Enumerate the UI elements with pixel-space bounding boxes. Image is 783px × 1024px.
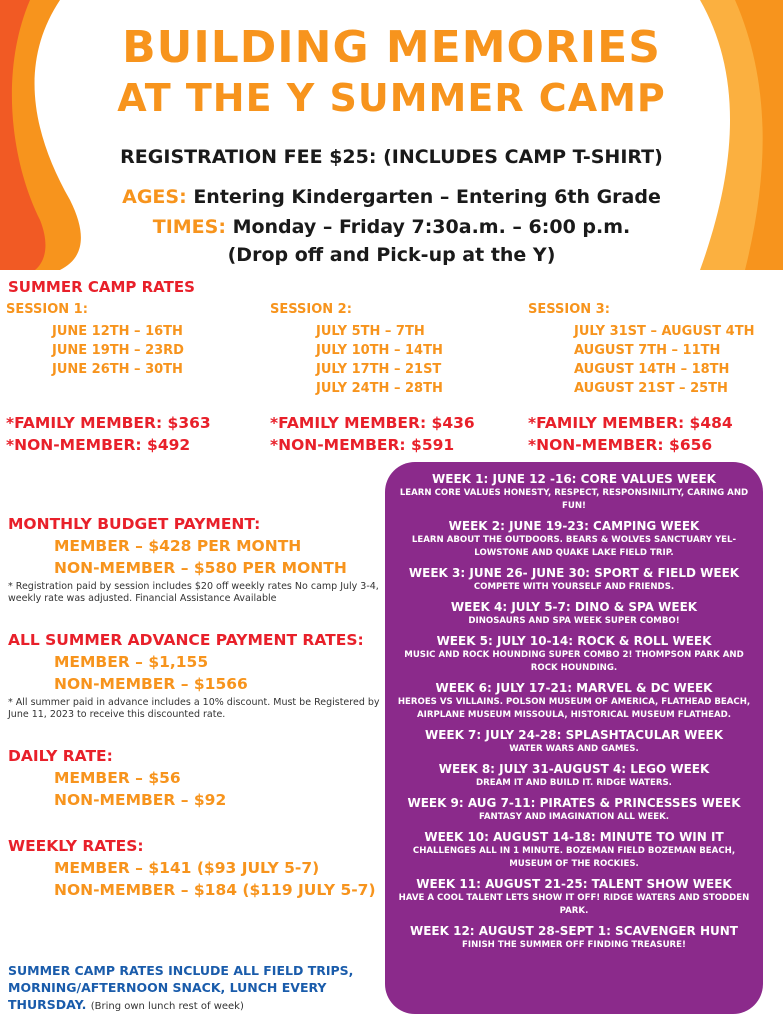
session-2 <box>270 302 443 398</box>
section-heading: DAILY RATE: <box>8 747 113 765</box>
week-title: WEEK 7: JULY 24-28: SPLASHTACULAR WEEK <box>424 728 724 742</box>
times-line <box>0 216 783 238</box>
session-date: JULY 24TH – 28TH <box>316 381 443 396</box>
footnote: * All summer paid in advance includes a 10% discount. Must be Registered by June 11, 2023 to receive this discounted rate. <box>8 697 380 720</box>
member-rate: MEMBER – $1,155 <box>54 653 209 671</box>
week-item <box>393 472 755 513</box>
week-item <box>393 762 755 790</box>
non-member-rate: NON-MEMBER – $1566 <box>54 675 248 693</box>
session-3 <box>528 302 754 398</box>
footer-small-note: (Bring own lunch rest of week) <box>90 1001 244 1012</box>
session-date: JUNE 12TH – 16TH <box>52 324 183 339</box>
week-item <box>393 519 755 560</box>
footnote: * Registration paid by session includes $20 off weekly rates No camp July 3-4, weekly rate was adjusted. Financial Assistance Available <box>8 581 379 604</box>
week-item <box>393 728 755 756</box>
session-dates <box>528 322 754 398</box>
week-title: WEEK 9: AUG 7-11: PIRATES & PRINCESSES WEEK <box>407 796 741 810</box>
section-heading: ALL SUMMER ADVANCE PAYMENT RATES: <box>8 631 364 649</box>
week-desc: MUSIC AND ROCK HOUNDING SUPER COMBO 2! THOMPSON PARK AND ROCK HOUNDING. <box>404 650 744 673</box>
member-rate: MEMBER – $428 PER MONTH <box>54 537 302 555</box>
session-date: AUGUST 7TH – 11TH <box>574 343 721 358</box>
session-title: SESSION 1: <box>6 302 88 317</box>
week-desc: FINISH THE SUMMER OFF FINDING TREASURE! <box>462 940 686 950</box>
week-title: WEEK 5: JULY 10-14: ROCK & ROLL WEEK <box>436 634 712 648</box>
week-item <box>393 634 755 675</box>
session-date: AUGUST 14TH – 18TH <box>574 362 730 377</box>
week-title: WEEK 2: JUNE 19-23: CAMPING WEEK <box>448 519 700 533</box>
session-2-prices <box>270 412 475 456</box>
session-3-prices <box>528 412 733 456</box>
session-date: JUNE 26TH – 30TH <box>52 362 183 377</box>
non-member-price: *NON-MEMBER: $656 <box>528 436 713 454</box>
week-title: WEEK 4: JULY 5-7: DINO & SPA WEEK <box>450 600 698 614</box>
week-desc: LEARN CORE VALUES HONESTY, RESPECT, RESPONSINILITY, CARING AND FUN! <box>399 488 749 511</box>
session-date: JULY 31ST – AUGUST 4TH <box>574 324 755 339</box>
daily-rate-section <box>8 747 380 811</box>
non-member-price: *NON-MEMBER: $591 <box>270 436 455 454</box>
session-date: AUGUST 21ST – 25TH <box>574 381 728 396</box>
week-item <box>393 830 755 871</box>
non-member-rate: NON-MEMBER – $184 ($119 JULY 5-7) <box>54 881 376 899</box>
non-member-rate: NON-MEMBER – $580 PER MONTH <box>54 559 347 577</box>
title-line-2: AT THE Y SUMMER CAMP <box>117 76 666 120</box>
session-1 <box>6 302 184 379</box>
week-item <box>393 877 755 918</box>
week-desc: WATER WARS AND GAMES. <box>509 744 639 754</box>
week-desc: FANTASY AND IMAGINATION ALL WEEK. <box>478 812 670 822</box>
week-desc: DINOSAURS AND SPA WEEK SUPER COMBO! <box>468 616 680 626</box>
ages-value: Entering Kindergarten – Entering 6th Grade <box>193 186 661 208</box>
week-title: WEEK 8: JULY 31-AUGUST 4: LEGO WEEK <box>438 762 710 776</box>
family-member-price: *FAMILY MEMBER: $363 <box>6 414 211 432</box>
title-line-1: BUILDING MEMORIES <box>122 22 661 73</box>
week-title: WEEK 10: AUGUST 14-18: MINUTE TO WIN IT <box>424 830 724 844</box>
ages-label: AGES: <box>122 186 187 208</box>
week-desc: LEARN ABOUT THE OUTDOORS. BEARS & WOLVES SANCTUARY YEL-LOWSTONE AND QUAKE LAKE FIELD TRIP. <box>411 535 737 558</box>
session-dates <box>270 322 443 398</box>
session-date: JULY 10TH – 14TH <box>316 343 443 358</box>
times-label: TIMES: <box>152 216 226 238</box>
session-date: JUNE 19TH – 23RD <box>52 343 184 358</box>
week-item <box>393 681 755 722</box>
registration-fee: REGISTRATION FEE $25: (INCLUDES CAMP T-SHIRT) <box>120 146 663 168</box>
summer-camp-rates-heading: SUMMER CAMP RATES <box>8 278 195 296</box>
session-title: SESSION 3: <box>528 302 610 317</box>
week-desc: HAVE A COOL TALENT LETS SHOW IT OFF! RIDGE WATERS AND STODDEN PARK. <box>398 893 750 916</box>
session-1-prices <box>6 412 211 456</box>
weekly-rates-section <box>8 837 380 901</box>
footer-text: SUMMER CAMP RATES INCLUDE ALL FIELD TRIPS, MORNING/AFTERNOON SNACK, LUNCH EVERY THURSDAY. <box>8 963 354 1012</box>
session-title: SESSION 2: <box>270 302 352 317</box>
week-desc: HEROES VS VILLAINS. POLSON MUSEUM OF AMERICA, FLATHEAD BEACH, AIRPLANE MUSEUM MISSOULA, HISTORICAL MUSEUM FLATHEAD. <box>397 697 751 720</box>
session-date: JULY 17TH – 21ST <box>316 362 442 377</box>
week-title: WEEK 1: JUNE 12 -16: CORE VALUES WEEK <box>432 472 716 486</box>
session-date: JULY 5TH – 7TH <box>316 324 425 339</box>
week-desc: CHALLENGES ALL IN 1 MINUTE. BOZEMAN FIELD BOZEMAN BEACH, MUSEUM OF THE ROCKIES. <box>412 846 736 869</box>
ages-line <box>0 186 783 208</box>
rates-include-note <box>8 962 383 1015</box>
member-rate: MEMBER – $56 <box>54 769 181 787</box>
dropoff-note: (Drop off and Pick-up at the Y) <box>227 244 556 266</box>
monthly-budget-section <box>8 515 380 605</box>
non-member-rate: NON-MEMBER – $92 <box>54 791 227 809</box>
session-dates <box>6 322 184 379</box>
family-member-price: *FAMILY MEMBER: $436 <box>270 414 475 432</box>
week-item <box>393 566 755 594</box>
weekly-themes-panel <box>385 462 763 1014</box>
week-title: WEEK 12: AUGUST 28-SEPT 1: SCAVENGER HUNT <box>410 924 738 938</box>
week-desc: DREAM IT AND BUILD IT. RIDGE WATERS. <box>476 778 672 788</box>
non-member-price: *NON-MEMBER: $492 <box>6 436 191 454</box>
week-item <box>393 600 755 628</box>
week-item <box>393 796 755 824</box>
section-heading: MONTHLY BUDGET PAYMENT: <box>8 515 261 533</box>
week-desc: COMPETE WITH YOURSELF AND FRIENDS. <box>473 582 675 592</box>
section-heading: WEEKLY RATES: <box>8 837 144 855</box>
advance-payment-section <box>8 631 380 721</box>
times-value: Monday – Friday 7:30a.m. – 6:00 p.m. <box>232 216 631 238</box>
week-item <box>393 924 755 952</box>
week-title: WEEK 3: JUNE 26- JUNE 30: SPORT & FIELD WEEK <box>408 566 740 580</box>
member-rate: MEMBER – $141 ($93 JULY 5-7) <box>54 859 320 877</box>
week-title: WEEK 6: JULY 17-21: MARVEL & DC WEEK <box>435 681 713 695</box>
family-member-price: *FAMILY MEMBER: $484 <box>528 414 733 432</box>
week-title: WEEK 11: AUGUST 21-25: TALENT SHOW WEEK <box>416 877 732 891</box>
